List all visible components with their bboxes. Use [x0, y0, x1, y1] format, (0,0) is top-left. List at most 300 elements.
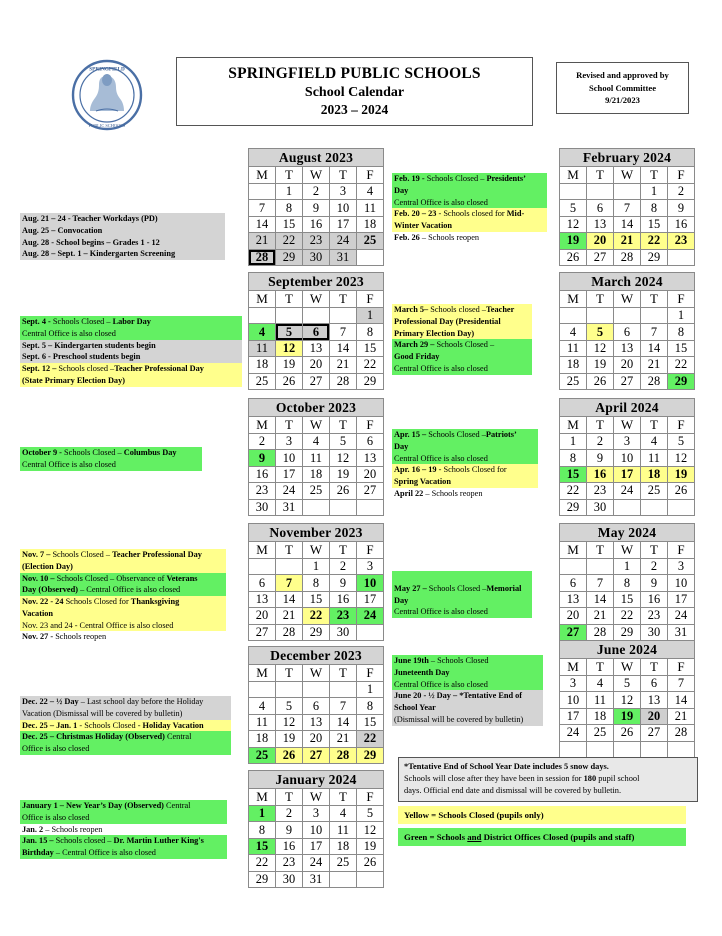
day-cell-february-5[interactable]: 5 — [560, 200, 587, 216]
month-table-january — [248, 770, 384, 888]
day-cell-april-1[interactable]: 1 — [560, 434, 587, 450]
day-cell-january-15[interactable]: 15 — [249, 838, 276, 854]
day-cell-january-30[interactable]: 30 — [276, 871, 303, 887]
day-cell-february-14[interactable]: 14 — [614, 216, 641, 232]
dow-row — [560, 659, 695, 676]
day-cell-september-6[interactable]: 6 — [303, 324, 330, 340]
day-cell-october-20[interactable]: 20 — [357, 466, 384, 482]
dow-cell-4: F — [357, 789, 384, 806]
dow-cell-4: F — [668, 542, 695, 559]
note-line-november-3: Day (Observed) – Central Office is also closed — [20, 584, 226, 596]
day-cell-april-5[interactable]: 5 — [668, 434, 695, 450]
day-cell-february-21[interactable]: 21 — [614, 233, 641, 249]
day-cell-march-18[interactable]: 18 — [560, 357, 587, 373]
day-cell-may-13[interactable]: 13 — [560, 591, 587, 607]
day-cell-october-11[interactable]: 11 — [303, 450, 330, 466]
day-cell-february-19[interactable]: 19 — [560, 233, 587, 249]
day-cell-september-27[interactable]: 27 — [303, 373, 330, 389]
day-cell-june-14[interactable]: 14 — [668, 692, 695, 708]
week-row — [249, 838, 384, 854]
week-row — [560, 184, 695, 200]
day-cell-september-18[interactable]: 18 — [249, 357, 276, 373]
day-cell-march-15[interactable]: 15 — [668, 340, 695, 356]
day-cell-november-28[interactable]: 28 — [276, 624, 303, 640]
day-cell-march-25[interactable]: 25 — [560, 373, 587, 389]
day-cell-may-22[interactable]: 22 — [614, 608, 641, 624]
note-line-october-1: Central Office is also closed — [20, 459, 202, 471]
day-cell-august-31[interactable]: 31 — [330, 249, 357, 265]
notes-january — [20, 800, 227, 859]
day-cell-february-16[interactable]: 16 — [668, 216, 695, 232]
day-cell-december-25[interactable]: 25 — [249, 747, 276, 763]
day-cell-october-19[interactable]: 19 — [330, 466, 357, 482]
approval-box — [556, 62, 689, 114]
day-cell-april-4[interactable]: 4 — [641, 434, 668, 450]
day-cell-september-11[interactable]: 11 — [249, 340, 276, 356]
dow-cell-3: T — [330, 542, 357, 559]
week-row — [249, 324, 384, 340]
day-cell-april-9[interactable]: 9 — [587, 450, 614, 466]
day-cell-november-9[interactable]: 9 — [330, 575, 357, 591]
day-cell-june-12[interactable]: 12 — [614, 692, 641, 708]
day-cell-february-29[interactable]: 29 — [641, 249, 668, 265]
week-row — [560, 559, 695, 575]
day-cell-october-31[interactable]: 31 — [276, 499, 303, 515]
day-cell-june-28[interactable]: 28 — [668, 725, 695, 741]
day-cell-september-7[interactable]: 7 — [330, 324, 357, 340]
day-cell-march-19[interactable]: 19 — [587, 357, 614, 373]
day-cell-march-12[interactable]: 12 — [587, 340, 614, 356]
day-cell-november-15[interactable]: 15 — [303, 591, 330, 607]
day-cell-april-10[interactable]: 10 — [614, 450, 641, 466]
day-cell-may-14[interactable]: 14 — [587, 591, 614, 607]
day-cell-february-27[interactable]: 27 — [587, 249, 614, 265]
day-cell-january-9[interactable]: 9 — [276, 822, 303, 838]
day-cell-december-15[interactable]: 15 — [357, 714, 384, 730]
day-cell-august-17[interactable]: 17 — [330, 216, 357, 232]
day-cell-september-20[interactable]: 20 — [303, 357, 330, 373]
day-cell-april-29[interactable]: 29 — [560, 499, 587, 515]
day-cell-april-25[interactable]: 25 — [641, 483, 668, 499]
day-cell-may-20[interactable]: 20 — [560, 608, 587, 624]
note-line-september-1: Central Office is also closed — [20, 328, 242, 340]
day-cell-november-2[interactable]: 2 — [330, 559, 357, 575]
day-cell-december-21[interactable]: 21 — [330, 731, 357, 747]
day-cell-august-30[interactable]: 30 — [303, 249, 330, 265]
day-cell-may-21[interactable]: 21 — [587, 608, 614, 624]
day-cell-february-8[interactable]: 8 — [641, 200, 668, 216]
day-cell-june-5[interactable]: 5 — [614, 676, 641, 692]
day-cell-may-9[interactable]: 9 — [641, 575, 668, 591]
day-cell-february-9[interactable]: 9 — [668, 200, 695, 216]
day-cell-december-11[interactable]: 11 — [249, 714, 276, 730]
day-cell-december-14[interactable]: 14 — [330, 714, 357, 730]
month-table-april — [559, 398, 695, 516]
day-cell-april-30[interactable]: 30 — [587, 499, 614, 515]
dow-cell-3: T — [330, 789, 357, 806]
day-cell-september-21[interactable]: 21 — [330, 357, 357, 373]
day-cell-february-7[interactable]: 7 — [614, 200, 641, 216]
day-cell-august-15[interactable]: 15 — [276, 216, 303, 232]
day-cell-december-4[interactable]: 4 — [249, 698, 276, 714]
day-cell-february-26[interactable]: 26 — [560, 249, 587, 265]
day-cell-february-20[interactable]: 20 — [587, 233, 614, 249]
day-cell-november-7[interactable]: 7 — [276, 575, 303, 591]
day-cell-february-13[interactable]: 13 — [587, 216, 614, 232]
day-cell-january-8[interactable]: 8 — [249, 822, 276, 838]
day-cell-march-20[interactable]: 20 — [614, 357, 641, 373]
dow-cell-4: F — [357, 291, 384, 308]
dow-cell-0: M — [560, 542, 587, 559]
day-cell-december-22[interactable]: 22 — [357, 731, 384, 747]
day-cell-april-17[interactable]: 17 — [614, 466, 641, 482]
day-cell-march-14[interactable]: 14 — [641, 340, 668, 356]
day-cell-april-18[interactable]: 18 — [641, 466, 668, 482]
week-row — [249, 871, 384, 887]
day-cell-august-10[interactable]: 10 — [330, 200, 357, 216]
day-cell-october-6[interactable]: 6 — [357, 434, 384, 450]
day-cell-october-24[interactable]: 24 — [276, 483, 303, 499]
day-cell-april-2[interactable]: 2 — [587, 434, 614, 450]
day-cell-november-29[interactable]: 29 — [303, 624, 330, 640]
day-cell-august-16[interactable]: 16 — [303, 216, 330, 232]
day-cell-october-23[interactable]: 23 — [249, 483, 276, 499]
day-cell-january-5[interactable]: 5 — [357, 806, 384, 822]
day-cell-march-22[interactable]: 22 — [668, 357, 695, 373]
day-cell-february-15[interactable]: 15 — [641, 216, 668, 232]
day-cell-november-27[interactable]: 27 — [249, 624, 276, 640]
day-cell-august-4[interactable]: 4 — [357, 184, 384, 200]
day-cell-april-19[interactable]: 19 — [668, 466, 695, 482]
day-cell-january-1[interactable]: 1 — [249, 806, 276, 822]
day-cell-december-8[interactable]: 8 — [357, 698, 384, 714]
day-cell-march-8[interactable]: 8 — [668, 324, 695, 340]
day-cell-empty — [668, 249, 695, 265]
day-cell-may-29[interactable]: 29 — [614, 624, 641, 640]
day-cell-january-10[interactable]: 10 — [303, 822, 330, 838]
day-cell-december-29[interactable]: 29 — [357, 747, 384, 763]
day-cell-april-3[interactable]: 3 — [614, 434, 641, 450]
day-cell-january-11[interactable]: 11 — [330, 822, 357, 838]
note-line-january-0: January 1 – New Year’s Day (Observed) Central — [20, 800, 227, 812]
day-cell-may-3[interactable]: 3 — [668, 559, 695, 575]
day-cell-may-7[interactable]: 7 — [587, 575, 614, 591]
day-cell-october-5[interactable]: 5 — [330, 434, 357, 450]
week-row — [560, 624, 695, 640]
day-cell-september-14[interactable]: 14 — [330, 340, 357, 356]
day-cell-october-10[interactable]: 10 — [276, 450, 303, 466]
day-cell-december-18[interactable]: 18 — [249, 731, 276, 747]
day-cell-december-12[interactable]: 12 — [276, 714, 303, 730]
week-row — [249, 624, 384, 640]
day-cell-april-26[interactable]: 26 — [668, 483, 695, 499]
notes-september — [20, 316, 242, 387]
day-cell-may-8[interactable]: 8 — [614, 575, 641, 591]
day-cell-june-24[interactable]: 24 — [560, 725, 587, 741]
day-cell-january-25[interactable]: 25 — [330, 855, 357, 871]
week-row — [560, 434, 695, 450]
day-cell-december-1[interactable]: 1 — [357, 682, 384, 698]
day-cell-may-27[interactable]: 27 — [560, 624, 587, 640]
month-heading-november: November 2023 — [249, 524, 384, 542]
day-cell-october-17[interactable]: 17 — [276, 466, 303, 482]
day-cell-august-21[interactable]: 21 — [249, 233, 276, 249]
day-cell-november-20[interactable]: 20 — [249, 608, 276, 624]
dow-row — [249, 291, 384, 308]
day-cell-february-23[interactable]: 23 — [668, 233, 695, 249]
day-cell-august-2[interactable]: 2 — [303, 184, 330, 200]
day-cell-january-4[interactable]: 4 — [330, 806, 357, 822]
day-cell-january-24[interactable]: 24 — [303, 855, 330, 871]
day-cell-january-3[interactable]: 3 — [303, 806, 330, 822]
note-line-november-2: Nov. 10 – Schools Closed – Observance of Veterans — [20, 573, 226, 585]
day-cell-may-23[interactable]: 23 — [641, 608, 668, 624]
day-cell-august-11[interactable]: 11 — [357, 200, 384, 216]
day-cell-october-16[interactable]: 16 — [249, 466, 276, 482]
day-cell-january-22[interactable]: 22 — [249, 855, 276, 871]
day-cell-may-31[interactable]: 31 — [668, 624, 695, 640]
day-cell-april-24[interactable]: 24 — [614, 483, 641, 499]
day-cell-march-6[interactable]: 6 — [614, 324, 641, 340]
day-cell-empty — [330, 499, 357, 515]
day-cell-december-28[interactable]: 28 — [330, 747, 357, 763]
day-cell-september-28[interactable]: 28 — [330, 373, 357, 389]
day-cell-november-22[interactable]: 22 — [303, 608, 330, 624]
day-cell-empty — [614, 499, 641, 515]
day-cell-may-15[interactable]: 15 — [614, 591, 641, 607]
week-row — [560, 373, 695, 389]
day-cell-december-5[interactable]: 5 — [276, 698, 303, 714]
day-cell-june-17[interactable]: 17 — [560, 708, 587, 724]
day-cell-june-4[interactable]: 4 — [587, 676, 614, 692]
day-cell-september-19[interactable]: 19 — [276, 357, 303, 373]
day-cell-february-22[interactable]: 22 — [641, 233, 668, 249]
day-cell-january-17[interactable]: 17 — [303, 838, 330, 854]
day-cell-may-30[interactable]: 30 — [641, 624, 668, 640]
day-cell-november-17[interactable]: 17 — [357, 591, 384, 607]
month-table-august — [248, 148, 384, 266]
day-cell-august-24[interactable]: 24 — [330, 233, 357, 249]
day-cell-june-20[interactable]: 20 — [641, 708, 668, 724]
day-cell-november-3[interactable]: 3 — [357, 559, 384, 575]
day-cell-august-18[interactable]: 18 — [357, 216, 384, 232]
day-cell-june-11[interactable]: 11 — [587, 692, 614, 708]
day-cell-january-12[interactable]: 12 — [357, 822, 384, 838]
day-cell-march-13[interactable]: 13 — [614, 340, 641, 356]
day-cell-march-4[interactable]: 4 — [560, 324, 587, 340]
day-cell-august-1[interactable]: 1 — [276, 184, 303, 200]
day-cell-august-7[interactable]: 7 — [249, 200, 276, 216]
day-cell-june-27[interactable]: 27 — [641, 725, 668, 741]
day-cell-august-25[interactable]: 25 — [357, 233, 384, 249]
day-cell-february-2[interactable]: 2 — [668, 184, 695, 200]
day-cell-november-13[interactable]: 13 — [249, 591, 276, 607]
day-cell-june-25[interactable]: 25 — [587, 725, 614, 741]
dow-cell-1: T — [276, 291, 303, 308]
day-cell-april-22[interactable]: 22 — [560, 483, 587, 499]
day-cell-november-16[interactable]: 16 — [330, 591, 357, 607]
day-cell-january-19[interactable]: 19 — [357, 838, 384, 854]
day-cell-june-19[interactable]: 19 — [614, 708, 641, 724]
day-cell-january-26[interactable]: 26 — [357, 855, 384, 871]
day-cell-november-24[interactable]: 24 — [357, 608, 384, 624]
note-line-june-2: Central Office is also closed — [392, 679, 543, 691]
day-cell-june-26[interactable]: 26 — [614, 725, 641, 741]
day-cell-june-6[interactable]: 6 — [641, 676, 668, 692]
day-cell-april-16[interactable]: 16 — [587, 466, 614, 482]
day-cell-november-14[interactable]: 14 — [276, 591, 303, 607]
day-cell-january-29[interactable]: 29 — [249, 871, 276, 887]
day-cell-february-6[interactable]: 6 — [587, 200, 614, 216]
day-cell-empty — [560, 741, 587, 757]
day-cell-january-31[interactable]: 31 — [303, 871, 330, 887]
day-cell-may-17[interactable]: 17 — [668, 591, 695, 607]
day-cell-september-25[interactable]: 25 — [249, 373, 276, 389]
day-cell-october-4[interactable]: 4 — [303, 434, 330, 450]
note-line-march-0: March 5– Schools closed –Teacher — [392, 304, 532, 316]
day-cell-november-30[interactable]: 30 — [330, 624, 357, 640]
day-cell-december-19[interactable]: 19 — [276, 731, 303, 747]
day-cell-june-18[interactable]: 18 — [587, 708, 614, 724]
day-cell-june-10[interactable]: 10 — [560, 692, 587, 708]
day-cell-march-29[interactable]: 29 — [668, 373, 695, 389]
day-cell-january-16[interactable]: 16 — [276, 838, 303, 854]
month-table-september — [248, 272, 384, 390]
day-cell-november-8[interactable]: 8 — [303, 575, 330, 591]
day-cell-september-12[interactable]: 12 — [276, 340, 303, 356]
day-cell-august-28[interactable]: 28 — [249, 249, 276, 265]
day-cell-december-26[interactable]: 26 — [276, 747, 303, 763]
day-cell-august-23[interactable]: 23 — [303, 233, 330, 249]
day-cell-may-28[interactable]: 28 — [587, 624, 614, 640]
day-cell-april-8[interactable]: 8 — [560, 450, 587, 466]
dow-row — [249, 417, 384, 434]
day-cell-december-13[interactable]: 13 — [303, 714, 330, 730]
day-cell-january-23[interactable]: 23 — [276, 855, 303, 871]
day-cell-april-11[interactable]: 11 — [641, 450, 668, 466]
day-cell-september-8[interactable]: 8 — [357, 324, 384, 340]
day-cell-march-7[interactable]: 7 — [641, 324, 668, 340]
day-cell-january-18[interactable]: 18 — [330, 838, 357, 854]
dow-cell-0: M — [249, 542, 276, 559]
day-cell-november-1[interactable]: 1 — [303, 559, 330, 575]
day-cell-september-13[interactable]: 13 — [303, 340, 330, 356]
dow-cell-3: T — [641, 167, 668, 184]
approval-line-2: School Committee — [588, 82, 657, 93]
day-cell-september-26[interactable]: 26 — [276, 373, 303, 389]
day-cell-october-30[interactable]: 30 — [249, 499, 276, 515]
dow-cell-0: M — [560, 659, 587, 676]
week-row — [249, 233, 384, 249]
day-cell-may-2[interactable]: 2 — [641, 559, 668, 575]
day-cell-june-21[interactable]: 21 — [668, 708, 695, 724]
day-cell-october-9[interactable]: 9 — [249, 450, 276, 466]
month-table-october — [248, 398, 384, 516]
day-cell-october-3[interactable]: 3 — [276, 434, 303, 450]
day-cell-march-11[interactable]: 11 — [560, 340, 587, 356]
day-cell-september-29[interactable]: 29 — [357, 373, 384, 389]
day-cell-april-15[interactable]: 15 — [560, 466, 587, 482]
day-cell-february-1[interactable]: 1 — [641, 184, 668, 200]
month-heading-june: June 2024 — [560, 641, 695, 659]
day-cell-september-1[interactable]: 1 — [357, 308, 384, 324]
day-cell-may-24[interactable]: 24 — [668, 608, 695, 624]
day-cell-december-7[interactable]: 7 — [330, 698, 357, 714]
note-line-april-3: Apr. 16 – 19 - Schools Closed for — [392, 464, 538, 476]
day-cell-august-3[interactable]: 3 — [330, 184, 357, 200]
dow-cell-3: T — [330, 417, 357, 434]
month-heading-october: October 2023 — [249, 399, 384, 417]
day-cell-january-2[interactable]: 2 — [276, 806, 303, 822]
day-cell-empty — [560, 559, 587, 575]
day-cell-august-8[interactable]: 8 — [276, 200, 303, 216]
day-cell-december-6[interactable]: 6 — [303, 698, 330, 714]
day-cell-empty — [587, 308, 614, 324]
day-cell-october-25[interactable]: 25 — [303, 483, 330, 499]
day-cell-march-26[interactable]: 26 — [587, 373, 614, 389]
day-cell-march-28[interactable]: 28 — [641, 373, 668, 389]
day-cell-october-2[interactable]: 2 — [249, 434, 276, 450]
day-cell-august-9[interactable]: 9 — [303, 200, 330, 216]
day-cell-march-5[interactable]: 5 — [587, 324, 614, 340]
day-cell-april-23[interactable]: 23 — [587, 483, 614, 499]
day-cell-march-27[interactable]: 27 — [614, 373, 641, 389]
day-cell-october-26[interactable]: 26 — [330, 483, 357, 499]
day-cell-november-6[interactable]: 6 — [249, 575, 276, 591]
day-cell-november-23[interactable]: 23 — [330, 608, 357, 624]
note-line-june-1: Juneteenth Day — [392, 667, 543, 679]
day-cell-empty — [276, 559, 303, 575]
day-cell-june-3[interactable]: 3 — [560, 676, 587, 692]
day-cell-february-28[interactable]: 28 — [614, 249, 641, 265]
day-cell-september-4[interactable]: 4 — [249, 324, 276, 340]
day-cell-december-27[interactable]: 27 — [303, 747, 330, 763]
day-cell-may-16[interactable]: 16 — [641, 591, 668, 607]
day-cell-may-6[interactable]: 6 — [560, 575, 587, 591]
day-cell-april-12[interactable]: 12 — [668, 450, 695, 466]
day-cell-september-5[interactable]: 5 — [276, 324, 303, 340]
day-cell-august-29[interactable]: 29 — [276, 249, 303, 265]
week-row — [560, 308, 695, 324]
note-line-november-0: Nov. 7 – Schools Closed – Teacher Professional Day — [20, 549, 226, 561]
day-cell-september-22[interactable]: 22 — [357, 357, 384, 373]
day-cell-empty — [249, 559, 276, 575]
day-cell-december-20[interactable]: 20 — [303, 731, 330, 747]
day-cell-february-12[interactable]: 12 — [560, 216, 587, 232]
month-heading-april: April 2024 — [560, 399, 695, 417]
day-cell-october-12[interactable]: 12 — [330, 450, 357, 466]
note-line-june-4: School Year — [392, 702, 543, 714]
day-cell-may-1[interactable]: 1 — [614, 559, 641, 575]
day-cell-empty — [587, 184, 614, 200]
day-cell-october-18[interactable]: 18 — [303, 466, 330, 482]
day-cell-november-10[interactable]: 10 — [357, 575, 384, 591]
day-cell-october-27[interactable]: 27 — [357, 483, 384, 499]
month-heading-september: September 2023 — [249, 273, 384, 291]
day-cell-march-21[interactable]: 21 — [641, 357, 668, 373]
note-line-april-0: Apr. 15 – Schools Closed –Patriots’ — [392, 429, 538, 441]
day-cell-october-13[interactable]: 13 — [357, 450, 384, 466]
day-cell-november-21[interactable]: 21 — [276, 608, 303, 624]
day-cell-june-7[interactable]: 7 — [668, 676, 695, 692]
day-cell-august-22[interactable]: 22 — [276, 233, 303, 249]
day-cell-august-14[interactable]: 14 — [249, 216, 276, 232]
day-cell-may-10[interactable]: 10 — [668, 575, 695, 591]
day-cell-june-13[interactable]: 13 — [641, 692, 668, 708]
day-cell-september-15[interactable]: 15 — [357, 340, 384, 356]
day-cell-march-1[interactable]: 1 — [668, 308, 695, 324]
dow-cell-1: T — [587, 542, 614, 559]
